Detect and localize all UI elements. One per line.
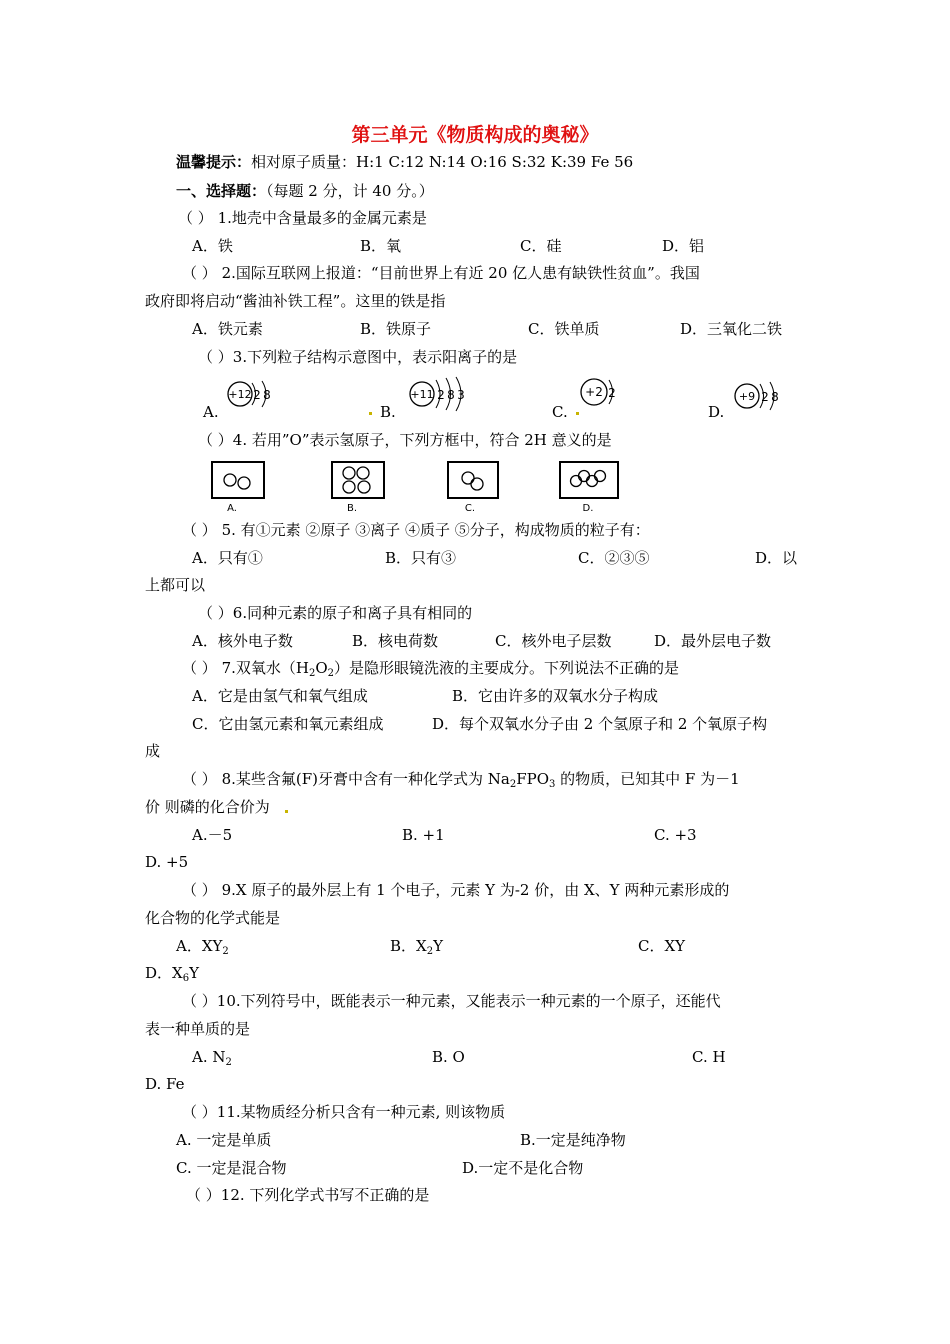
stray-mark bbox=[369, 412, 372, 415]
option-c-label: C. bbox=[552, 403, 568, 421]
box-label: B. bbox=[346, 503, 358, 514]
shell-electrons: 2 bbox=[253, 388, 261, 402]
answer-blank[interactable]: （ ） bbox=[182, 770, 217, 788]
question-1 bbox=[178, 208, 427, 228]
option-d: D.一定不是化合物 bbox=[462, 1159, 584, 1177]
shell-electrons: 2 bbox=[761, 390, 769, 404]
atom-diagram-b bbox=[406, 374, 474, 414]
question-11 bbox=[182, 1102, 505, 1122]
stray-mark bbox=[576, 412, 579, 415]
particle-box-b bbox=[330, 460, 388, 514]
question-stem-continued: 价 则磷的化合价为 bbox=[145, 798, 270, 816]
box-label: C. bbox=[464, 503, 476, 514]
shell-electrons: 3 bbox=[457, 388, 465, 402]
option-b: B. O bbox=[432, 1048, 465, 1066]
particle-box-d bbox=[558, 460, 622, 514]
option-c: C．XY bbox=[638, 937, 686, 955]
box-label: D. bbox=[582, 503, 594, 514]
question-stem: 6.同种元素的原子和离子具有相同的 bbox=[232, 604, 473, 622]
question-3 bbox=[198, 347, 517, 367]
answer-blank[interactable]: （ ） bbox=[186, 1186, 221, 1204]
question-4 bbox=[198, 430, 612, 450]
question-stem: 7.双氧水$(H_2O_2)$是隐形眼镜洗液的主要成分。下列说法不正确的是 bbox=[221, 659, 680, 679]
atom-diagram-a bbox=[226, 374, 272, 414]
atom-diagram-c bbox=[578, 372, 618, 412]
atom-diagram-d bbox=[732, 376, 792, 416]
question-stem-continued: 化合物的化学式能是 bbox=[145, 909, 281, 927]
tip-label: 温馨提示： bbox=[176, 153, 252, 171]
question-stem: 10.下列符号中，既能表示一种元素，又能表示一种元素的一个原子，还能代 bbox=[216, 992, 721, 1010]
option-b: B．它由许多的双氧水分子构成 bbox=[452, 687, 659, 705]
section-heading bbox=[176, 181, 434, 201]
particle-box-c bbox=[446, 460, 504, 514]
option-a: A．核外电子数 bbox=[192, 632, 293, 650]
answer-blank[interactable]: （ ） bbox=[182, 992, 217, 1010]
shell-electrons: 8 bbox=[447, 388, 455, 402]
answer-blank[interactable]: （ ） bbox=[182, 264, 217, 282]
nucleus-charge: +12 bbox=[228, 388, 252, 401]
option-d-label: D. bbox=[708, 403, 725, 421]
option-d-continued: 成 bbox=[145, 742, 161, 760]
nucleus-charge: +2 bbox=[585, 385, 603, 399]
question-2 bbox=[182, 263, 700, 283]
shell-electrons: 2 bbox=[608, 386, 616, 400]
question-9 bbox=[182, 880, 729, 900]
option-d-continued: 上都可以 bbox=[145, 576, 206, 594]
option-a-label: A. bbox=[203, 403, 219, 421]
option-a: A. $N_2$ bbox=[192, 1048, 232, 1068]
section-note: （每题 2 分，计 40 分。） bbox=[266, 182, 434, 200]
option-b-label: B. bbox=[380, 403, 396, 421]
question-stem-continued: 政府即将启动“酱油补铁工程”。这里的铁是指 bbox=[145, 292, 446, 310]
stray-mark bbox=[285, 810, 288, 813]
question-stem: 12. 下列化学式书写不正确的是 bbox=[220, 1186, 430, 1204]
answer-blank[interactable]: （ ） bbox=[182, 1103, 217, 1121]
option-b: B．铁原子 bbox=[360, 320, 432, 338]
option-d: D. +5 bbox=[145, 853, 189, 871]
shell-electrons: 2 bbox=[437, 388, 445, 402]
option-c: C．硅 bbox=[520, 237, 562, 255]
shell-electrons: 8 bbox=[771, 390, 779, 404]
question-stem: 4. 若用”O”表示氢原子，下列方框中，符合 2H 意义的是 bbox=[232, 431, 612, 449]
answer-blank[interactable]: （ ） bbox=[198, 348, 233, 366]
option-d: D．$X_6Y$ bbox=[145, 964, 199, 984]
question-stem: 11.某物质经分析只含有一种元素, 则该物质 bbox=[216, 1103, 506, 1121]
option-a: A．只有① bbox=[192, 549, 263, 567]
answer-blank[interactable]: （ ） bbox=[182, 881, 217, 899]
question-5 bbox=[182, 520, 650, 540]
option-d: D．铝 bbox=[662, 237, 705, 255]
option-a: A．它是由氢气和氧气组成 bbox=[192, 687, 368, 705]
option-d: D．最外层电子数 bbox=[654, 632, 772, 650]
question-stem: 9.X 原子的最外层上有 1 个电子，元素 Y 为-2 价，由 X、Y 两种元素形成的 bbox=[221, 881, 730, 899]
nucleus-charge: +11 bbox=[410, 388, 434, 401]
question-12 bbox=[186, 1185, 429, 1205]
section-label: 一、选择题： bbox=[176, 182, 267, 200]
option-a: A.－5 bbox=[192, 826, 233, 844]
option-c: C．核外电子层数 bbox=[495, 632, 612, 650]
option-d: D. Fe bbox=[145, 1075, 185, 1093]
option-c: C. +3 bbox=[654, 826, 697, 844]
option-d: D．以 bbox=[755, 549, 798, 567]
option-c: C. 一定是混合物 bbox=[176, 1159, 287, 1177]
option-d: D．三氧化二铁 bbox=[680, 320, 783, 338]
question-10 bbox=[182, 991, 721, 1011]
question-stem: 2.国际互联网上报道：“目前世界上有近 20 亿人患有缺铁性贫血”。我国 bbox=[221, 264, 700, 282]
option-b: B．只有③ bbox=[385, 549, 457, 567]
page-title: 第三单元《物质构成的奥秘》 bbox=[351, 124, 599, 146]
question-stem: 8.某些含氟(F)牙膏中含有一种化学式为 $Na_2FPO_3$ 的物质，已知其中 F 为－1 bbox=[221, 770, 740, 790]
tip-text: 相对原子质量：H:1 C:12 N:14 O:16 S:32 K:39 Fe 56 bbox=[251, 153, 634, 171]
question-stem-continued: 表一种单质的是 bbox=[145, 1020, 251, 1038]
option-c: C. H bbox=[692, 1048, 726, 1066]
option-b: B．核电荷数 bbox=[352, 632, 439, 650]
tip-line bbox=[176, 152, 633, 172]
answer-blank[interactable]: （ ） bbox=[182, 659, 217, 677]
option-d: D．每个双氧水分子由 2 个氢原子和 2 个氧原子构 bbox=[432, 715, 768, 733]
question-stem: 1.地壳中含量最多的金属元素是 bbox=[217, 209, 427, 227]
question-7 bbox=[182, 658, 679, 678]
option-b: B. +1 bbox=[402, 826, 445, 844]
answer-blank[interactable]: （ ） bbox=[198, 604, 233, 622]
particle-box-a bbox=[210, 460, 268, 514]
option-c: C．铁单质 bbox=[528, 320, 600, 338]
nucleus-charge: +9 bbox=[738, 390, 756, 403]
option-c: C．它由氢元素和氧元素组成 bbox=[192, 715, 384, 733]
answer-blank[interactable]: （ ） bbox=[198, 431, 233, 449]
box-label: A. bbox=[227, 503, 237, 514]
option-c: C．②③⑤ bbox=[578, 549, 650, 567]
option-b: B．氧 bbox=[360, 237, 402, 255]
option-a: A．铁 bbox=[192, 237, 233, 255]
option-a: A．$XY_2$ bbox=[176, 937, 229, 957]
option-b: B.一定是纯净物 bbox=[520, 1131, 626, 1149]
question-stem: 5. 有①元素 ②原子 ③离子 ④质子 ⑤分子，构成物质的粒子有： bbox=[221, 521, 650, 539]
question-8 bbox=[182, 769, 740, 789]
option-a: A. 一定是单质 bbox=[176, 1131, 272, 1149]
shell-electrons: 8 bbox=[263, 388, 271, 402]
answer-blank[interactable]: （ ） bbox=[182, 521, 217, 539]
option-a: A．铁元素 bbox=[192, 320, 263, 338]
option-b: B．$X_2Y$ bbox=[390, 937, 443, 957]
question-6 bbox=[198, 603, 472, 623]
question-stem: 3.下列粒子结构示意图中，表示阳离子的是 bbox=[232, 348, 518, 366]
answer-blank[interactable]: （ ） bbox=[178, 209, 213, 227]
